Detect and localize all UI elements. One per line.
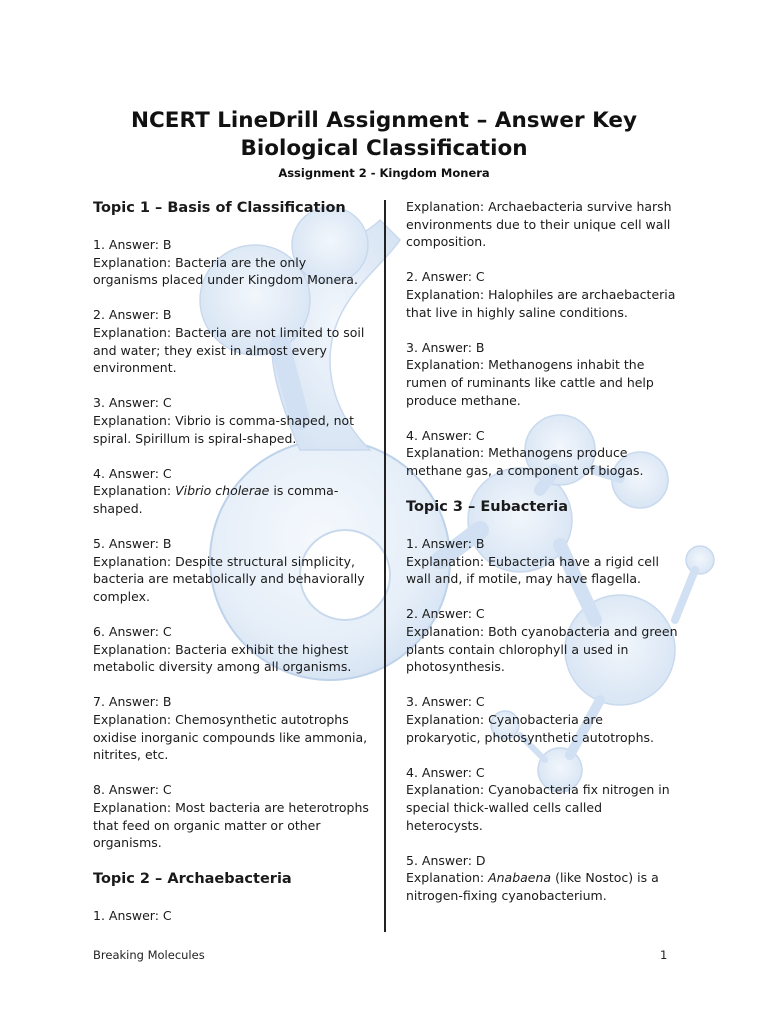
topic-2-heading: Topic 2 – Archaebacteria xyxy=(93,871,292,888)
explanation-line: Explanation: Most bacteria are heterotrophs that feed on organic matter or other organisms. xyxy=(93,800,369,851)
answer-line: 2. Answer: C xyxy=(406,606,485,622)
answer-line: 1. Answer: B xyxy=(406,536,485,552)
answer-line: 3. Answer: B xyxy=(406,339,485,355)
answer-item xyxy=(406,427,678,480)
column-divider xyxy=(384,200,386,932)
answer-item xyxy=(93,306,369,376)
page-number: 1 xyxy=(660,948,668,962)
page-title: NCERT LineDrill Assignment – Answer Key xyxy=(131,108,637,133)
explanation-prefix: Explanation: xyxy=(93,483,176,499)
answer-item xyxy=(406,852,678,905)
explanation-line: Explanation: Methanogens produce methane gas, a component of biogas. xyxy=(406,445,644,478)
answer-item xyxy=(406,268,678,321)
explanation-line: Explanation: Cyanobacteria are prokaryotic, photosynthetic autotrophs. xyxy=(406,712,655,745)
answer-item xyxy=(93,535,369,605)
explanation-line: Explanation: Bacteria are the only organisms placed under Kingdom Monera. xyxy=(93,254,358,288)
explanation-line: Explanation: Methanogens inhabit the rumen of ruminants like cattle and help produce methane. xyxy=(406,357,654,408)
species-name: Vibrio cholerae xyxy=(175,483,270,499)
answer-line: 3. Answer: C xyxy=(406,694,485,710)
answer-item xyxy=(406,535,678,588)
explanation-line: Explanation: Both cyanobacteria and green plants contain chlorophyll a used in photosynthesis. xyxy=(406,624,678,675)
answer-line: 3. Answer: C xyxy=(93,395,172,411)
explanation-line: Explanation: Bacteria are not limited to soil and water; they exist in almost every environment. xyxy=(93,324,365,376)
answer-line: 6. Answer: C xyxy=(93,624,172,640)
topic-1-heading: Topic 1 – Basis of Classification xyxy=(93,200,346,216)
assignment-label: Assignment 2 - Kingdom Monera xyxy=(278,166,490,180)
explanation-line: Explanation: Eubacteria have a rigid cell wall and, if motile, may have flagella. xyxy=(406,553,659,587)
answer-item xyxy=(406,764,678,834)
answer-item xyxy=(93,465,369,518)
answer-line: 7. Answer: B xyxy=(93,694,172,710)
answer-line: 2. Answer: C xyxy=(406,269,485,285)
answer-item xyxy=(93,394,369,447)
answer-item xyxy=(406,693,678,746)
explanation-line: Explanation: Despite structural simplicity, bacteria are metabolically and behaviorally complex. xyxy=(93,553,365,604)
explanation-line xyxy=(406,869,678,904)
explanation-line: Explanation: Archaebacteria survive harsh environments due to their unique cell wall composition. xyxy=(406,199,672,250)
answer-line: 5. Answer: B xyxy=(93,536,172,552)
answer-line: 8. Answer: C xyxy=(93,782,172,798)
answer-line: 2. Answer: B xyxy=(93,307,172,323)
explanation-prefix: Explanation: xyxy=(406,870,489,886)
explanation-suffix: (like Nostoc) is a nitrogen-fixing cyanobacterium. xyxy=(406,870,659,903)
answer-line: 1. Answer: C xyxy=(93,908,172,924)
answer-item xyxy=(406,339,678,409)
answer-item xyxy=(406,198,678,251)
footer-brand: Breaking Molecules xyxy=(93,948,205,962)
answer-item xyxy=(93,907,369,925)
right-column xyxy=(406,198,678,922)
explanation-line: Explanation: Bacteria exhibit the highest metabolic diversity among all organisms. xyxy=(93,641,352,675)
answer-line: 5. Answer: D xyxy=(406,852,486,868)
species-name: Anabaena xyxy=(488,870,552,886)
page-subtitle-topic: Biological Classification xyxy=(240,136,528,161)
answer-line: 4. Answer: C xyxy=(406,427,485,443)
answer-item xyxy=(93,623,369,676)
explanation-line: Explanation: Cyanobacteria fix nitrogen in special thick-walled cells called heterocysts. xyxy=(406,782,670,833)
explanation-line: Explanation: Vibrio is comma-shaped, not spiral. Spirillum is spiral-shaped. xyxy=(93,412,355,446)
answer-item xyxy=(93,781,369,851)
explanation-suffix: is comma-shaped. xyxy=(93,483,339,516)
answer-line: 1. Answer: B xyxy=(93,237,172,252)
answer-line: 4. Answer: C xyxy=(406,764,485,780)
explanation-line: Explanation: Chemosynthetic autotrophs oxidise inorganic compounds like ammonia, nitrites, etc. xyxy=(93,712,368,763)
left-column xyxy=(93,196,369,943)
answer-item xyxy=(93,236,369,289)
explanation-line: Explanation: Halophiles are archaebacteria that live in highly saline conditions. xyxy=(406,286,676,320)
answer-item xyxy=(93,693,369,763)
answer-line: 4. Answer: C xyxy=(93,465,172,481)
explanation-line xyxy=(93,482,369,517)
answer-item xyxy=(406,605,678,675)
topic-3-heading: Topic 3 – Eubacteria xyxy=(406,499,569,516)
